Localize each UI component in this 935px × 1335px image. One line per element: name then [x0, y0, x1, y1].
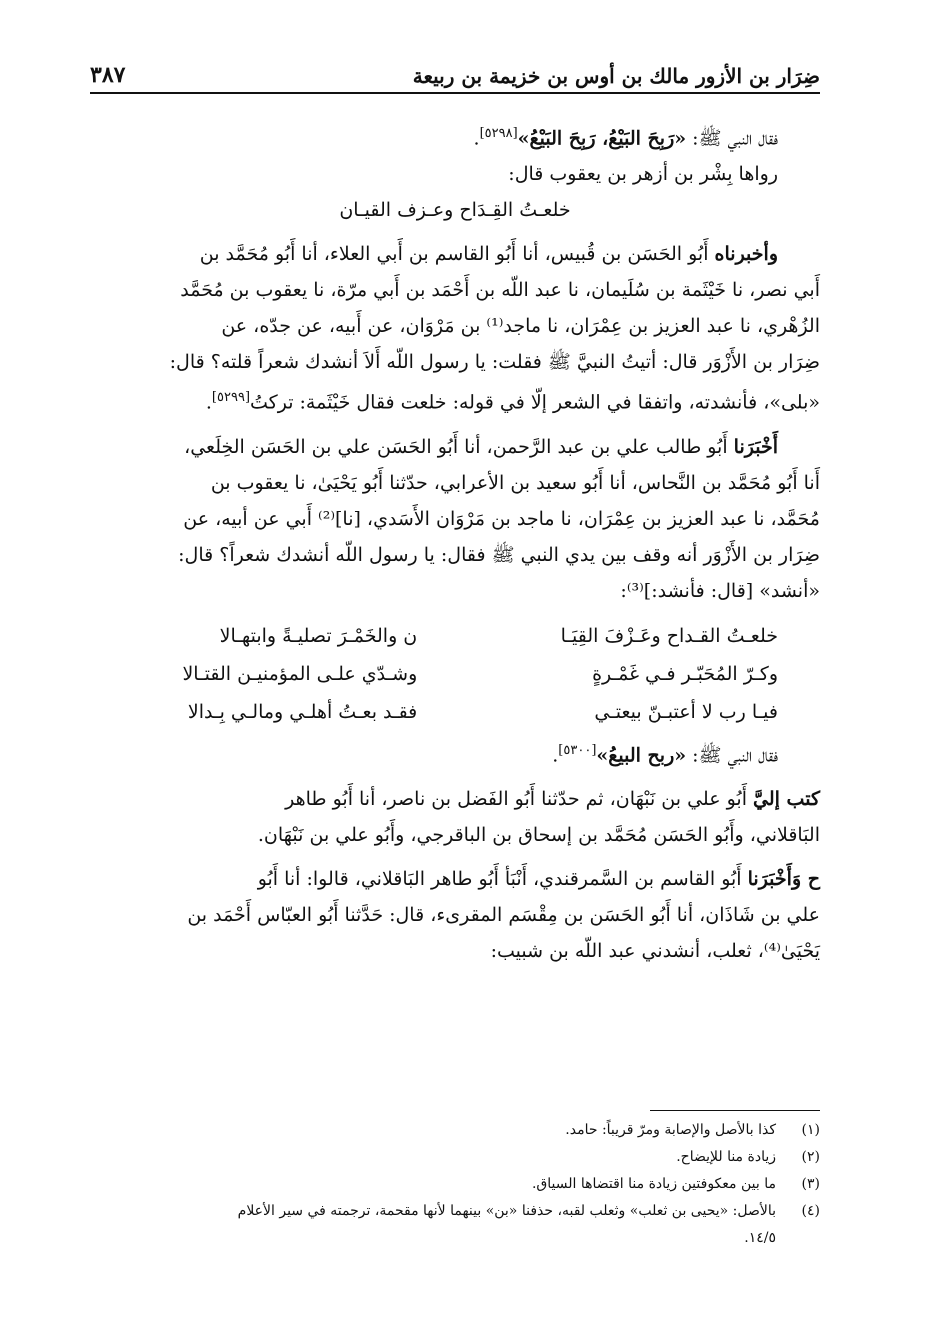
- footnote-text: ما بين معكوفتين زيادة منا اقتضاها السياق.: [531, 1176, 776, 1192]
- second-hemistich: وشـدّي علـى المؤمنيـن القتـالا: [182, 662, 418, 685]
- first-hemistich: فيـا رب لا أعتبـنّ بيعتـي: [594, 700, 778, 723]
- second-hemistich: فقـد بعـتُ أهلـي ومالـي بِـدالا: [187, 700, 418, 723]
- paragraph-2: رواها بِشْر بن أزهر بن يعقوب قال:: [508, 163, 778, 186]
- hadith-ref: [٥٢٩٨]: [479, 126, 518, 141]
- footnote: [90, 1225, 820, 1252]
- footnotes: [90, 1110, 820, 1252]
- paragraph-lead: أَخْبَرَنا: [733, 435, 778, 458]
- footnote-divider: [650, 1110, 820, 1111]
- running-title: ضِرَار بن الأزور مالك بن أوس بن خزيمة بن ربيعة: [412, 64, 820, 88]
- footnote-number: (١): [801, 1122, 820, 1138]
- hadith-quote: «رَبِحَ البَيْعُ، رَبِحَ البَيْعُ»: [517, 127, 687, 150]
- footnote-text: زيادة منا للإيضاح.: [676, 1149, 776, 1165]
- paragraph-lead: كتب إليَّ: [753, 787, 820, 810]
- paragraph-lead: ح وَأَخْبَرَنا: [747, 867, 820, 890]
- hadith-ref: [٥٢٩٩]: [211, 390, 251, 406]
- footnote-number: (٤): [801, 1203, 820, 1219]
- main-text: [90, 116, 820, 969]
- page-header: [90, 50, 820, 94]
- poem-verse: [90, 693, 820, 731]
- paragraph-lead: وأخبرناه: [714, 243, 778, 266]
- book-page: [90, 50, 820, 969]
- paragraph-8: ح وَأَخْبَرَنا أَبُو القاسم بن السَّمرقندي، أَنْبَأ أَبُو طاهر البَاقلاني، قالوا: أنا أَبُو علي بن شَاذَان، أنا أَبُو الحَسَن بن مِقْسَم المقرىء، قال: حَدَّثنا أَبُو العبّاس أَحْمَد بن يَحْيَىٰ⁽⁴⁾، ثعلب، أنشدني عبد اللّه بن شبيب:: [187, 867, 820, 962]
- footnote-text: كذا بالأصل والإصابة ومرّ قريباً: حامد.: [565, 1122, 776, 1138]
- poem: [90, 617, 820, 731]
- verse-line: خلعـتُ القِـدَاح وعـزف القيـان: [339, 199, 571, 222]
- hadith-quote: «ربح البيعُ»: [596, 743, 687, 766]
- paragraph-5: أَخْبَرَنا أَبُو طالب علي بن عبد الرَّحمن، أنا أَبُو الحَسَن علي بن الحَسَن الخِلَعي، أَنا أَبُو مُحَمَّد بن النَّحاس، أنا أَبُو سعيد بن الأعرابي، حدّثنا أَبُو يَحْيَىٰ، نا يعقوب بن مُحَمَّد، نا عبد العزيز بن عِمْرَان، نا ماجد بن مَرْوَان الأَسَدي، [نا]⁽²⁾ أَبي عن أبيه، عن ضِرَار بن الأَزْوَر أنه وقف بين يدي النبي ﷺ فقال: يا رسول اللّه أنشدك شعراً؟ قال: «أنشد» [قال: فأنشد:]⁽³⁾:: [178, 435, 820, 602]
- page-number: ٣٨٧: [90, 62, 126, 88]
- paragraph-4: وأخبرناه أَبُو الحَسَن بن قُبيس، أنا أَبُو القاسم بن أَبي العلاء، أنا أَبُو مُحَمَّد بن أَبي نصر، نا خَيْثَمة بن سُلَيمان، نا عبد اللّه بن أَحْمَد بن أَبي مرّة، نا يعقوب بن مُحَمَّد الزُهْري، نا عبد العزيز بن عِمْرَان، نا ماجد⁽¹⁾ بن مَرْوَان، عن أَبيه، عن جدّه، عن ضِرَار بن الأَزْوَر قال: أتيتُ النبيَّ ﷺ فقلت: يا رسول اللّه أَلاَ أنشدك شعراً قلته؟ قال: «بلى»، فأنشدته، واتفقا في الشعر إلّا في قوله: خلعت فقال خَيْثَمة: تركتُ[٥٢٩٩].: [169, 243, 820, 414]
- footnote: [90, 1171, 820, 1198]
- footnote-number: (٣): [801, 1176, 820, 1192]
- poem-verse: [90, 617, 820, 655]
- footnote-text: ١٤/٥.: [744, 1230, 776, 1246]
- footnote-number: (٢): [801, 1149, 820, 1165]
- hadith-ref: [٥٣٠٠]: [558, 742, 597, 758]
- footnote-number: [776, 1225, 820, 1252]
- footnote: [90, 1198, 820, 1225]
- footnote: [90, 1144, 820, 1171]
- paragraph-1: فقال النبي ﷺ: «رَبِحَ البَيْعُ، رَبِحَ البَيْعُ»[٥٢٩٨].: [473, 126, 778, 150]
- footnote-text: بالأصل: «يحيى بن ثعلب» وثعلب لقبه، حذفنا «بن» بينهما لأنها مقحمة، ترجمته في سير الأعلام: [237, 1203, 776, 1219]
- second-hemistich: ن والخَمْـرَ تصليـةً وابتهـالا: [219, 624, 418, 647]
- paragraph-6: فقال النبي ﷺ: «ربح البيعُ»[٥٣٠٠].: [552, 742, 778, 766]
- paragraph-7: كتب إليَّ أَبُو علي بن نَبْهَان، ثم حدّثنا أَبُو الفَضل بن ناصر، أنا أَبُو طاهر البَاقلاني، وأَبُو الحَسَن مُحَمَّد بن إسحاق بن الباقرجي، وأَبُو علي بن نَبْهَان.: [257, 787, 820, 846]
- poem-verse: [90, 655, 820, 693]
- first-hemistich: خلعـتُ القـداح وعَـزْفَ القِيَـا: [560, 624, 778, 647]
- footnote: [90, 1117, 820, 1144]
- first-hemistich: وكـرّ المُحَبّـر فـي غَمْـرةٍ: [592, 662, 778, 685]
